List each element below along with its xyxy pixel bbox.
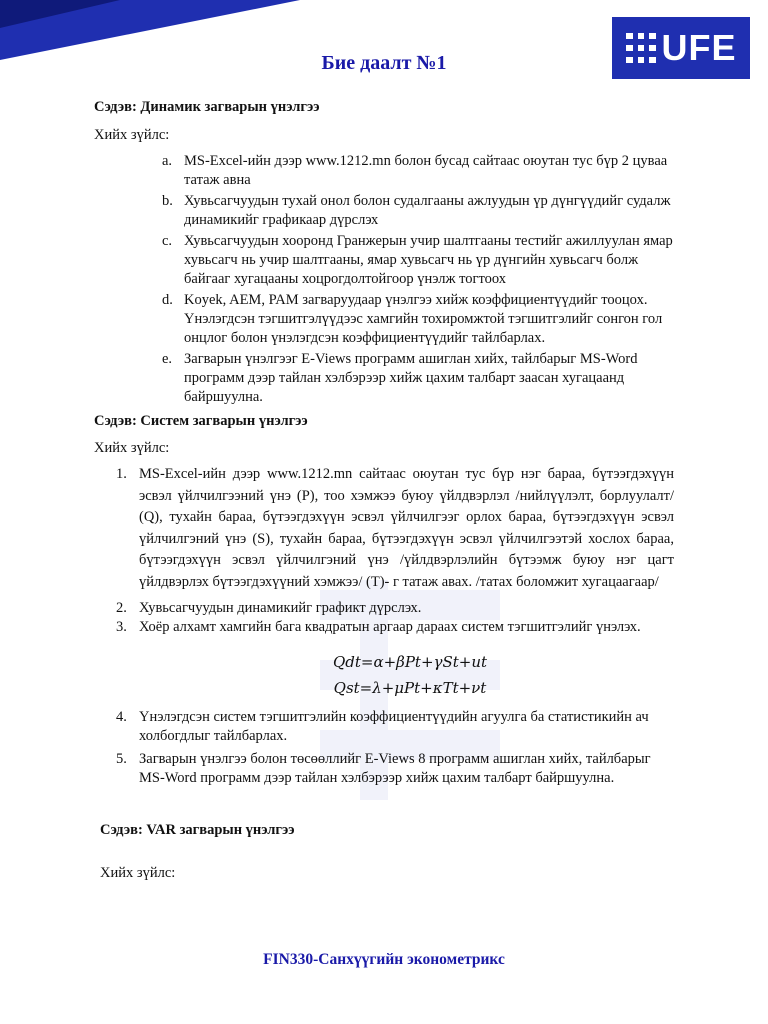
list-item (94, 350, 674, 407)
tasks-label: Хийх зүйлс: (100, 865, 176, 881)
list-item (94, 708, 674, 746)
equation-supply: 𝑄𝑠𝑡=𝜆+𝜇𝑃𝑡+𝜅𝑇𝑡+𝜈𝑡 (333, 679, 487, 697)
list-item-text: Үнэлэгдсэн систем тэгшитгэлийн коэффициентүүдийн агуулга ба статистикийн ач холбогдлыг тайлбарлах. (139, 709, 649, 744)
list-marker: 2. (116, 600, 127, 616)
list-item-text: Хувьсагчуудын хооронд Гранжерын учир шалтгааны тестийг ажиллуулан ямар хувьсагч нь учир шалтгааны, ямар хувьсагч нь үр дүнгийн хувьсагч болж байгааг хугацааны хоцрогдолтойгоор үнэлж тогтоох (184, 233, 673, 287)
list-item-text: Koyek, AEM, PAM загваруудаар үнэлгээ хийж коэффициентүүдийг тооцох. Үнэлэгдсэн тэгшитгэлүүдээс хамгийн тохиромжтой тэгшитгэлийг сонгон гол онцлог болон үнэлэгдсэн коэффициентүүдийг тайлбарлах. (184, 292, 663, 346)
list-item (94, 152, 674, 190)
tasks-label: Хийх зүйлс: (94, 440, 170, 456)
list-marker: 5. (116, 751, 127, 767)
logo-text: UFE (661, 27, 737, 68)
equation-demand: 𝑄𝑑𝑡=𝛼+𝛽𝑃𝑡+𝛾𝑆𝑡+𝑢𝑡 (332, 653, 488, 671)
list-item (94, 750, 674, 788)
list-item-text: Хоёр алхамт хамгийн бага квадратын аргаар дараах систем тэгшитгэлийг үнэлэх. (139, 619, 641, 635)
list-marker: d. (162, 292, 173, 308)
list-item (94, 232, 674, 289)
task-list-alpha (94, 152, 674, 409)
page-title: Бие даалт №1 (321, 52, 447, 74)
section-heading: Сэдэв: Динамик загварын үнэлгээ (94, 99, 320, 115)
section-heading: Сэдэв: VAR загварын үнэлгээ (100, 822, 295, 838)
list-marker: b. (162, 193, 173, 209)
page-footer: FIN330-Санхүүгийн эконометрикс (263, 951, 505, 968)
section-dynamic-model (94, 98, 674, 117)
list-marker: 4. (116, 709, 127, 725)
list-marker: a. (162, 153, 173, 169)
task-list-numbered (94, 464, 674, 637)
task-list-numbered-continued (94, 708, 674, 788)
list-marker: 1. (116, 466, 127, 482)
list-item-text: Загварын үнэлгээ болон төсөөллийг E-Views 8 программ ашиглан хийх, тайлбарыг MS-Word программ дээр тайлан хэлбэрээр хийж цахим талбарт байршуулна. (139, 751, 651, 786)
list-item (94, 192, 674, 230)
tasks-label: Хийх зүйлс: (94, 127, 170, 143)
list-item-text: MS-Excel-ийн дээр www.1212.mn сайтаас оюутан тус бүр нэг бараа, бүтээгдэхүүн эсвэл үйлчилгээний үнэ (P), тоо хэмжээ буюу үйлдвэрлэл /нийлүүлэлт, борлуулалт/ (Q), тухайн бараа, бүтээгдэхүүн эсвэл үйлчилгээг орлох бараа, бүтээгдэхүүн эсвэл үйлчилгэний үнэ (S), тухайн бараа, бүтээгдэхүүн эсвэл үйлчилгээтэй хослох бараа, бүтээгдэхүүн эсвэл үйлчилгэний үнэ /үйлдвэрлэлийн бүтээмж буюу нэг цагт үйлдвэрлэх бүтээгдэхүүний хэмжээ/ (T)- г татаж авах. /татах боломжит хугацаагаар/ (139, 466, 674, 590)
list-item-text: MS-Excel-ийн дээр www.1212.mn болон бусад сайтаас оюутан тус бүр 2 цуваа татаж авна (184, 153, 668, 188)
list-item (94, 618, 674, 637)
list-item-text: Хувьсагчуудын тухай онол болон судалгааны ажлуудын үр дүнгүүдийг судалж динамикийг графикаар дүрслэх (184, 193, 671, 228)
list-marker: c. (162, 233, 173, 249)
list-item-text: Загварын үнэлгээг E-Views программ ашиглан хийх, тайлбарыг MS-Word программ дээр тайлан хэлбэрээр хийж цахим талбарт заасан хугацаанд байршуулна. (184, 351, 638, 405)
list-item (94, 599, 674, 618)
list-item (94, 291, 674, 348)
list-item-text: Хувьсагчуудын динамикийг графикт дүрслэх. (139, 600, 422, 616)
list-item (94, 464, 674, 593)
list-marker: 3. (116, 619, 127, 635)
section-heading: Сэдэв: Систем загварын үнэлгээ (94, 413, 308, 429)
list-marker: e. (162, 351, 173, 367)
